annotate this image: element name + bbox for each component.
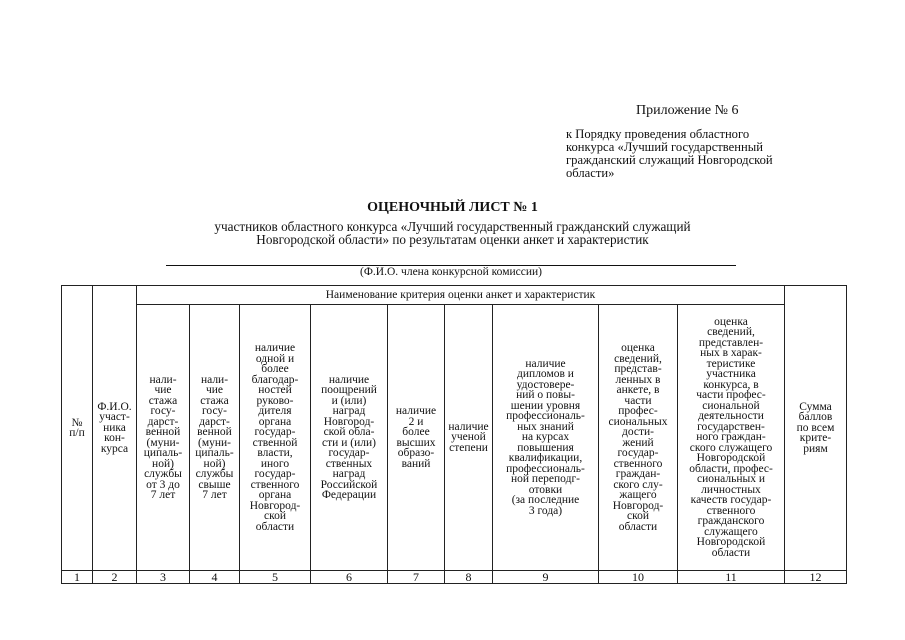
header-participant-fio: Ф.И.О. участ- ника кон- курса [93,286,137,571]
evaluation-table [61,285,847,584]
column-number: 7 [388,571,445,584]
column-number: 1 [62,571,93,584]
criterion-header: оценка сведений, представ- ленных в анкете, в части профес- сиональных дости- жений государ- ственного граждан- ского слу- жащего Новгород- ской области [599,305,678,571]
column-number: 10 [599,571,678,584]
criterion-header: наличие ученой степени [445,305,493,571]
criterion-header: наличие дипломов и удостовере- ний о повы- шении уровня профессиональ- ных знаний на курсах повышения квалификации, профессиональ- ной переподг- отовки (за последние 3 года) [493,305,599,571]
header-num: № п/п [62,286,93,571]
column-number: 11 [678,571,785,584]
document-title: ОЦЕНОЧНЫЙ ЛИСТ № 1 [367,200,538,215]
order-reference: к Порядку проведения областного конкурса «Лучший государственный гражданский служащий Новгородской области» [566,127,773,180]
column-number: 5 [240,571,311,584]
criterion-header: наличие поощрений и (или) наград Новгород- ской обла- сти и (или) государ- ственных наград Российской Федерации [311,305,388,571]
appendix-label: Приложение № 6 [636,103,739,118]
header-criteria-group: Наименование критерия оценки анкет и характеристик [137,286,785,305]
column-number: 4 [190,571,240,584]
column-number: 8 [445,571,493,584]
fio-caption: (Ф.И.О. члена конкурсной комиссии) [360,266,542,278]
criterion-header: оценка сведений, представлен- ных в харак- теристике участника конкурса, в части профес- сиональной деятельности государствен- ного граждан- ского служащего Новгородской области, профес- сиональных и личностных качеств государ- ственного гражданского служащего Новгородской области [678,305,785,571]
criterion-header: нали- чие стажа госу- дарст- венной (муни- ципаль- ной) службы от 3 до 7 лет [137,305,190,571]
document-subtitle: участников областного конкурса «Лучший государственный гражданский служащий Новгородской области» по результатам оценки анкет и характеристик [214,219,691,247]
column-number: 6 [311,571,388,584]
criterion-header: наличие одной и более благодар- ностей руково- дителя органа государ- ственной власти, иного государ- ственного органа Новгород- ской области [240,305,311,571]
column-number: 9 [493,571,599,584]
column-number: 2 [93,571,137,584]
header-total-score: Сумма баллов по всем крите- риям [785,286,847,571]
column-number: 12 [785,571,847,584]
column-number: 3 [137,571,190,584]
criterion-header: нали- чие стажа госу- дарст- венной (муни- ципаль- ной) службы свыше 7 лет [190,305,240,571]
criterion-header: наличие 2 и более высших образо- ваний [388,305,445,571]
